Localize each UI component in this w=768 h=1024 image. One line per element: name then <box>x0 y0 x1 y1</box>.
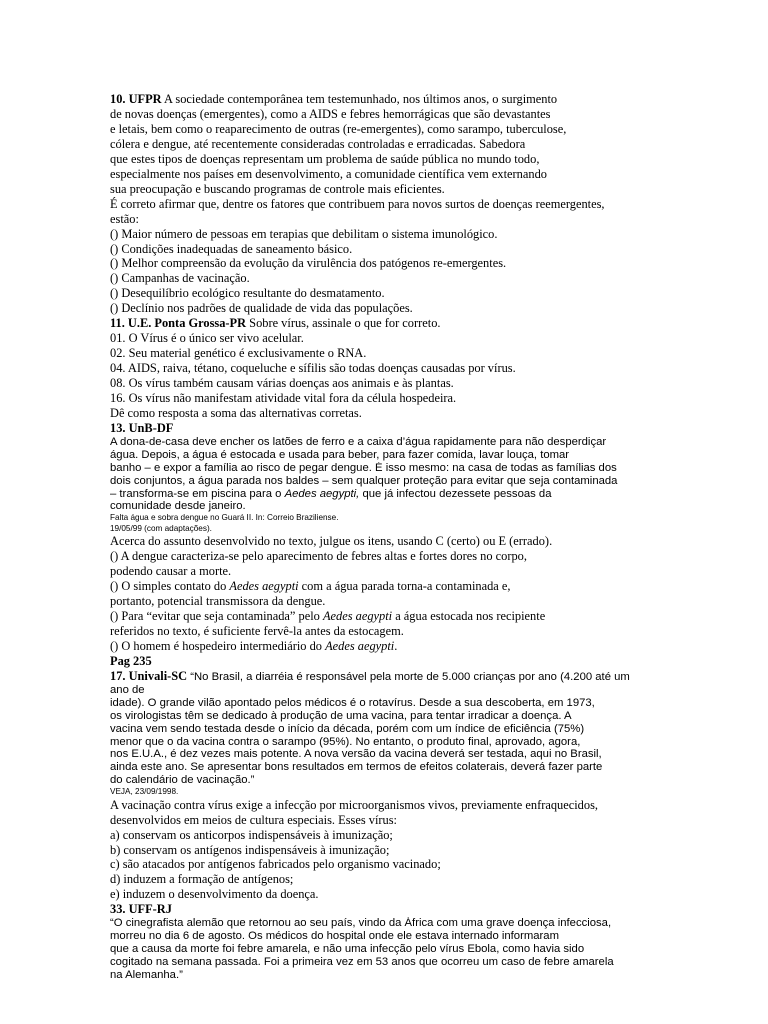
text-line: idade). O grande vilão apontado pelos médicos é o rotavírus. Desde a sua descoberta, em 1973, <box>110 696 595 709</box>
question-10 <box>110 92 650 316</box>
text-line: comunidade desde janeiro. <box>110 500 246 513</box>
question-17-first-line: 17. Univali-SC “No Brasil, a diarréia é responsável pela morte de 5.000 crianças por ano (4.200 até um <box>110 668 630 683</box>
text-line: “O cinegrafista alemão que retornou ao seu país, vindo da África com uma grave doença infecciosa, <box>110 917 612 930</box>
option-line: a) conservam os anticorpos indispensáveis à imunização; <box>110 827 393 842</box>
text-line: água. Depois, a água é estocada e usada para beber, para fazer comida, lavar louça, tomar <box>110 448 570 461</box>
text-line: que estes tipos de doenças representam um problema de saúde pública no mundo todo, <box>110 151 540 166</box>
option-line: 16. Os vírus não manifestam atividade vital fora da célula hospedeira. <box>110 391 457 406</box>
text-line: do calendário de vacinação.” <box>110 774 255 787</box>
option-line: () Maior número de pessoas em terapias que debilitam o sistema imunológico. <box>110 226 498 241</box>
option-line: () Campanhas de vacinação. <box>110 271 250 286</box>
text-line: morreu no dia 6 de agosto. Os médicos do hospital onde ele estava internado informaram <box>110 930 559 943</box>
question-33-header: 33. UFF-RJ <box>110 902 172 917</box>
option-line: b) conservam os antígenos indispensáveis à imunização; <box>110 842 390 857</box>
text-line: ano de <box>110 683 145 696</box>
source-citation: VEJA, 23/09/1998. <box>110 787 179 797</box>
question-11-header: 11. U.E. Ponta Grossa-PR <box>110 316 247 331</box>
text-line: desenvolvidos em meios de cultura especiais. Esses vírus: <box>110 812 397 827</box>
option-line: () Condições inadequadas de saneamento básico. <box>110 241 353 256</box>
text-line: de novas doenças (emergentes), como a AIDS e febres hemorrágicas que são devastantes <box>110 106 551 121</box>
question-13-header: 13. UnB-DF <box>110 420 174 435</box>
question-33 <box>110 902 650 981</box>
text-line: dois conjuntos, a água parada nos baldes – sem qualquer proteção para evitar que seja contaminada <box>110 474 618 487</box>
question-17-header: 17. Univali-SC <box>110 668 188 683</box>
question-10-first-line: 10. UFPR A sociedade contemporânea tem testemunhado, nos últimos anos, o surgimento <box>110 92 558 106</box>
option-line: d) induzem a formação de antígenos; <box>110 872 294 887</box>
option-line: () Desequilíbrio ecológico resultante do desmatamento. <box>110 286 385 301</box>
document-page <box>110 92 650 982</box>
text-line: cólera e dengue, até recentemente consideradas controladas e erradicadas. Sabedora <box>110 136 526 151</box>
option-line: () Para “evitar que seja contaminada” pelo Aedes aegypti a água estocada nos recipiente <box>110 609 546 624</box>
text-line: especialmente nos países em desenvolvimento, a comunidade científica vem externando <box>110 166 547 181</box>
text-line: Acerca do assunto desenvolvido no texto, julgue os itens, usando C (certo) ou E (errado). <box>110 534 553 549</box>
text-line: estão: <box>110 211 139 226</box>
text-line: Dê como resposta a soma das alternativas corretas. <box>110 406 362 421</box>
option-line: () A dengue caracteriza-se pelo aparecimento de febres altas e fortes dores no corpo, <box>110 549 527 564</box>
option-line: 08. Os vírus também causam várias doenças aos animais e às plantas. <box>110 376 454 391</box>
source-citation: 19/05/99 (com adaptações). <box>110 523 212 533</box>
option-line: 01. O Vírus é o único ser vivo acelular. <box>110 331 304 346</box>
page-label: Pag 235 <box>110 653 152 668</box>
option-line: () Melhor compreensão da evolução da virulência dos patógenos re-emergentes. <box>110 256 507 271</box>
text-line: na Alemanha.” <box>110 968 183 981</box>
text-line: cogitado na semana passada. Foi a primeira vez em 53 anos que ocorreu um caso de febre amarela <box>110 955 614 968</box>
text-line: os virologistas têm se dedicado à produção de uma vacina, para tentar irradicar a doença. A <box>110 709 572 722</box>
question-13 <box>110 421 650 654</box>
text-line: banho – e expor a família ao risco de pegar dengue. É isso mesmo: na casa de todas as famílias dos <box>110 461 617 474</box>
option-line: () O simples contato do Aedes aegypti com a água parada torna-a contaminada e, <box>110 579 511 594</box>
option-line: 02. Seu material genético é exclusivamente o RNA. <box>110 346 367 361</box>
text-line: portanto, potencial transmissora da dengue. <box>110 594 326 609</box>
text-line: nos E.U.A., é dez vezes mais potente. A nova versão da vacina deverá ser testada, aqui no Brasil, <box>110 748 602 761</box>
text-line: que a causa da morte foi febre amarela, e não uma infecção pelo vírus Ebola, como havia sido <box>110 943 585 956</box>
text-line: menor que o da vacina contra o sarampo (95%). No entanto, o produto final, aprovado, agora, <box>110 735 581 748</box>
option-line: c) são atacados por antígenos fabricados pelo organismo vacinado; <box>110 857 441 872</box>
text-line: sua preocupação e buscando programas de controle mais eficientes. <box>110 181 445 196</box>
option-line: e) induzem o desenvolvimento da doença. <box>110 887 319 902</box>
text-line: ainda este ano. Se apresentar bons resultados em termos de efeitos colaterais, deverá fazer parte <box>110 761 603 774</box>
source-citation: Falta água e sobra dengue no Guará II. In: Correio Braziliense. <box>110 513 339 523</box>
question-17 <box>110 669 650 902</box>
text-line: podendo causar a morte. <box>110 564 232 579</box>
text-line: referidos no texto, é suficiente fervê-la antes da estocagem. <box>110 624 404 639</box>
question-11-first-line: 11. U.E. Ponta Grossa-PR Sobre vírus, assinale o que for correto. <box>110 316 441 331</box>
text-line: e letais, bem como o reaparecimento de outras (re-emergentes), como sarampo, tuberculose, <box>110 121 567 136</box>
question-10-header: 10. UFPR <box>110 92 162 106</box>
text-line: – transforma-se em piscina para o Aedes aegypti, que já infectou dezessete pessoas da <box>110 487 552 500</box>
option-line: 04. AIDS, raiva, tétano, coqueluche e sífilis são todas doenças causadas por vírus. <box>110 361 516 376</box>
option-line: () O homem é hospedeiro intermediário do Aedes aegypti. <box>110 639 398 654</box>
text-line: É correto afirmar que, dentre os fatores que contribuem para novos surtos de doenças reemergentes, <box>110 196 605 211</box>
question-11 <box>110 316 650 421</box>
text-line: A dona-de-casa deve encher os latões de ferro e a caixa d’água rapidamente para não desperdiçar <box>110 435 607 448</box>
text-line: vacina vem sendo testada desde o início da década, porém com um índice de eficiência (75%) <box>110 722 585 735</box>
option-line: () Declínio nos padrões de qualidade de vida das populações. <box>110 301 413 316</box>
text-line: A vacinação contra vírus exige a infecção por microorganismos vivos, previamente enfraquecidos, <box>110 797 598 812</box>
